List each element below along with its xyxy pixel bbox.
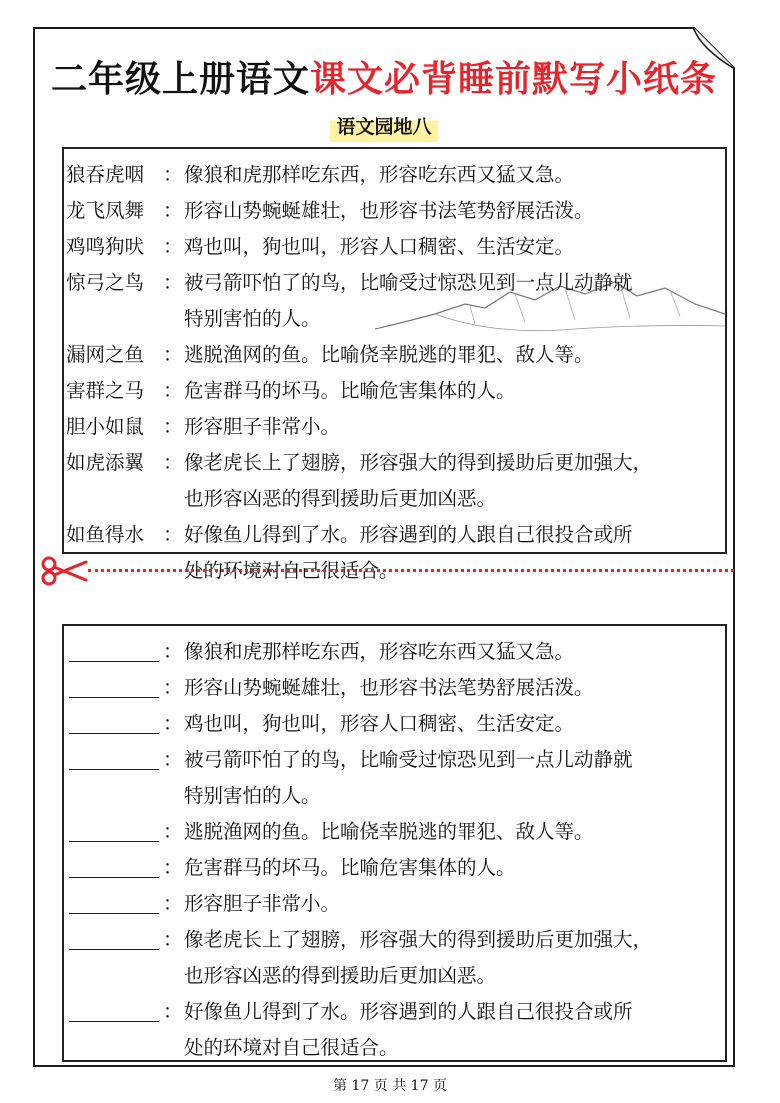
answer-blank[interactable]	[69, 913, 159, 914]
answer-blank[interactable]	[69, 769, 159, 770]
list-item	[64, 850, 725, 886]
cut-line	[36, 556, 736, 586]
colon: ：	[163, 676, 183, 699]
colon: ：	[163, 1000, 183, 1023]
idiom-definition: 被弓箭吓怕了的鸟，比喻受过惊恐见到一点儿动静就 特别害怕的人。	[184, 271, 633, 330]
scissors-icon	[40, 556, 88, 586]
idiom-definition: 鸡也叫，狗也叫，形容人口稠密、生活安定。	[184, 712, 575, 735]
colon: ：	[163, 451, 183, 474]
idiom-definition: 形容山势蜿蜒雄壮，也形容书法笔势舒展活泼。	[184, 199, 594, 222]
colon: ：	[163, 856, 183, 879]
colon: ：	[163, 748, 183, 771]
list-item	[64, 670, 725, 706]
idiom-term: 惊弓之鸟	[66, 271, 145, 294]
colon: ：	[163, 820, 183, 843]
colon: ：	[163, 892, 183, 915]
colon: ：	[163, 343, 183, 366]
colon: ：	[163, 163, 183, 186]
colon: ：	[163, 712, 183, 735]
page-footer: 第 17 页 共 17 页	[333, 1078, 447, 1094]
answer-blank[interactable]	[69, 1021, 159, 1022]
answer-blank[interactable]	[69, 661, 159, 662]
list-item	[64, 193, 725, 229]
dotted-cut-line	[88, 569, 734, 572]
list-item	[64, 922, 725, 994]
list-item	[64, 994, 725, 1066]
reference-box	[62, 147, 727, 582]
idiom-definition: 形容胆子非常小。	[184, 415, 341, 438]
title-part-2: 课文必背睡前默写小纸条	[310, 58, 718, 100]
colon: ：	[163, 523, 183, 546]
idiom-definition: 像狼和虎那样吃东西，形容吃东西又猛又急。	[184, 640, 575, 663]
colon: ：	[163, 415, 183, 438]
colon: ：	[163, 235, 183, 258]
colon: ：	[163, 199, 183, 222]
idiom-definition: 危害群马的坏马。比喻危害集体的人。	[184, 856, 516, 879]
list-item	[64, 409, 725, 445]
list-item	[64, 229, 725, 265]
idiom-definition: 好像鱼儿得到了水。形容遇到的人跟自己很投合或所 处的环境对自己很适合。	[184, 523, 633, 582]
idiom-definition: 像狼和虎那样吃东西，形容吃东西又猛又急。	[184, 163, 575, 186]
colon: ：	[163, 640, 183, 663]
idiom-definition: 形容山势蜿蜒雄壮，也形容书法笔势舒展活泼。	[184, 676, 594, 699]
list-item	[64, 337, 725, 373]
idiom-term: 如鱼得水	[66, 523, 145, 546]
idiom-term: 胆小如鼠	[66, 415, 145, 438]
list-item	[64, 886, 725, 922]
idiom-term: 漏网之鱼	[66, 343, 145, 366]
answer-blank[interactable]	[69, 841, 159, 842]
idiom-term: 狼吞虎咽	[66, 163, 145, 186]
list-item	[64, 634, 725, 670]
idiom-term: 鸡鸣狗吠	[66, 235, 145, 258]
list-item	[64, 706, 725, 742]
idiom-definition: 像老虎长上了翅膀，形容强大的得到援助后更加强大， 也形容凶恶的得到援助后更加凶恶。	[184, 451, 653, 510]
section-subtitle: 语文园地八	[330, 109, 437, 142]
answer-blank[interactable]	[69, 697, 159, 698]
title-part-1: 二年级上册语文	[50, 58, 310, 100]
dictation-box	[62, 624, 727, 1062]
colon: ：	[163, 928, 183, 951]
idiom-definition: 形容胆子非常小。	[184, 892, 341, 915]
list-item	[64, 265, 725, 337]
idiom-definition: 像老虎长上了翅膀，形容强大的得到援助后更加强大， 也形容凶恶的得到援助后更加凶恶。	[184, 928, 653, 987]
idiom-definition: 被弓箭吓怕了的鸟，比喻受过惊恐见到一点儿动静就 特别害怕的人。	[184, 748, 633, 807]
answer-blank[interactable]	[69, 949, 159, 950]
idiom-definition: 危害群马的坏马。比喻危害集体的人。	[184, 379, 516, 402]
colon: ：	[163, 379, 183, 402]
worksheet-page	[33, 27, 735, 1067]
idiom-term: 害群之马	[66, 379, 145, 402]
idiom-term: 如虎添翼	[66, 451, 145, 474]
idiom-definition: 逃脱渔网的鱼。比喻侥幸脱逃的罪犯、敌人等。	[184, 343, 594, 366]
idiom-definition: 逃脱渔网的鱼。比喻侥幸脱逃的罪犯、敌人等。	[184, 820, 594, 843]
idiom-term: 龙飞凤舞	[66, 199, 145, 222]
idiom-definition: 好像鱼儿得到了水。形容遇到的人跟自己很投合或所 处的环境对自己很适合。	[184, 1000, 633, 1059]
list-item	[64, 445, 725, 517]
list-item	[64, 742, 725, 814]
list-item	[64, 814, 725, 850]
answer-blank[interactable]	[69, 877, 159, 878]
list-item	[64, 157, 725, 193]
answer-blank[interactable]	[69, 733, 159, 734]
page-title	[35, 51, 733, 102]
list-item	[64, 373, 725, 409]
idiom-definition: 鸡也叫，狗也叫，形容人口稠密、生活安定。	[184, 235, 575, 258]
colon: ：	[163, 271, 183, 294]
